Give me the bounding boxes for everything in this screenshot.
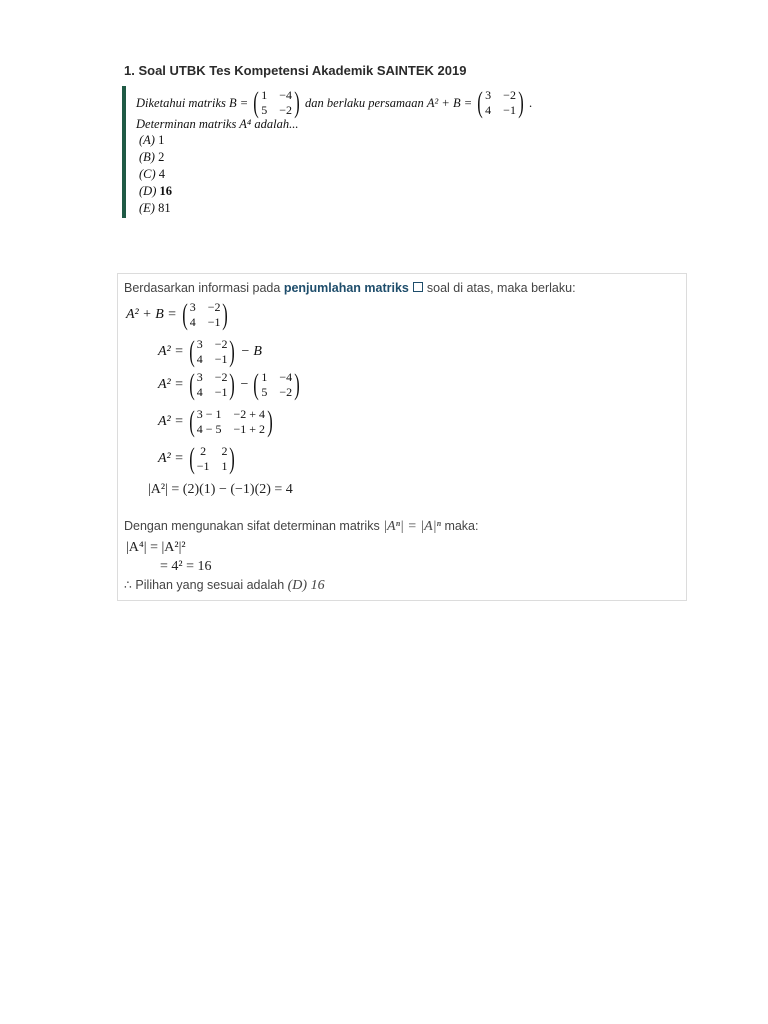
equation-lhs: A² + B = (426, 95, 473, 110)
page-title: 1. Soal UTBK Tes Kompetensi Akademik SAINTEK 2019 (124, 63, 467, 78)
matrix-cell: 1 (221, 459, 228, 473)
matrix-cell: −2 (207, 300, 221, 314)
matrix-cell: −1 (207, 315, 221, 329)
penjumlahan-matriks-link[interactable]: penjumlahan matriks (283, 281, 409, 295)
determinant-line: |A²| = (2)(1) − (−1)(2) = 4 (148, 482, 293, 497)
matrix-cell: −4 (279, 370, 293, 384)
matrix-cell: −2 (279, 385, 293, 399)
matrix-cell: −4 (279, 88, 293, 102)
matrix-cells (197, 444, 228, 474)
question-ask: Determinan matriks A⁴ adalah... (136, 117, 299, 131)
matrix-cell: 4 (485, 103, 492, 117)
matrix-b (251, 88, 302, 118)
matrix-cell: −1 (196, 459, 210, 473)
option-b: (B) 2 (139, 150, 165, 164)
option-d: (D) 16 (139, 184, 172, 198)
left-paren: ( (181, 298, 188, 331)
step-2-matrix (187, 337, 238, 367)
step-5: A² = ( 2 2 −1 1 ) (158, 444, 240, 474)
left-paren: ( (253, 86, 259, 119)
calc-line-2: = 4² = 16 (160, 559, 212, 574)
matrix-cell: 3 (196, 337, 203, 351)
matrix-cell: −1 + 2 (233, 422, 266, 436)
right-paren: ) (294, 368, 300, 401)
step-1: A² + B = ( 3 −2 4 −1 ) (126, 300, 233, 330)
conclusion: ∴ Pilihan yang sesuai adalah (D) 16 (124, 578, 325, 593)
step-3-matrix-2 (251, 370, 302, 400)
matrix-cell: 5 (261, 385, 268, 399)
right-paren: ) (229, 368, 236, 401)
matrix-cells (190, 300, 221, 330)
matrix-cell: 4 (189, 315, 196, 329)
matrix-cell: 4 − 5 (196, 422, 222, 436)
property-text: Dengan mengunakan sifat determinan matriks |Aⁿ| = |A|ⁿ maka: (124, 519, 479, 534)
calc-line-1: |A⁴| = |A²|² (126, 540, 186, 555)
step-5-matrix (187, 444, 238, 474)
right-paren: ) (222, 298, 229, 331)
matrix-cell: 5 (261, 103, 268, 117)
matrix-cells (261, 370, 292, 400)
matrix-cells (197, 407, 265, 437)
matrix-cell: 3 − 1 (196, 407, 222, 421)
matrix-cell: −2 (214, 337, 228, 351)
matrix-cells (261, 88, 292, 118)
right-paren: ) (267, 405, 273, 438)
matrix-b-label: B = (229, 95, 249, 110)
matrix-cell: −1 (214, 385, 228, 399)
external-link-icon[interactable] (413, 282, 423, 292)
solution-intro: Berdasarkan informasi pada penjumlahan matriks soal di atas, maka berlaku: (124, 281, 576, 295)
matrix-cell: 3 (189, 300, 196, 314)
matrix-cell: 4 (196, 385, 203, 399)
matrix-cell: −1 (214, 352, 228, 366)
right-paren: ) (518, 86, 524, 119)
step-2: A² = ( 3 −2 4 −1 ) − B (158, 335, 262, 368)
matrix-cell: 2 (200, 444, 207, 458)
question-statement (136, 88, 532, 118)
left-paren: ( (188, 368, 195, 401)
question-intro: Diketahui matriks (136, 95, 226, 110)
solution-box (117, 273, 687, 601)
right-paren: ) (294, 86, 300, 119)
matrix-cell: 1 (261, 370, 268, 384)
option-a: (A) 1 (139, 133, 165, 147)
step-4: A² = ( 3 − 1 −2 + 4 4 − 5 −1 + 2 ) (158, 407, 278, 437)
left-paren: ( (253, 368, 260, 401)
matrix-cell: 4 (196, 352, 203, 366)
matrix-cell: −2 + 4 (233, 407, 266, 421)
matrix-cell: −2 (214, 370, 228, 384)
matrix-cell: −2 (279, 103, 293, 117)
options-list (139, 132, 172, 217)
option-c: (C) 4 (139, 167, 166, 181)
step-3-matrix-1 (187, 370, 238, 400)
matrix-cell: 1 (261, 88, 268, 102)
conclusion-answer: (D) 16 (287, 578, 325, 593)
step-3: A² = ( 3 −2 4 −1 ) − ( 1 −4 5 −2 ) (158, 370, 305, 400)
matrix-cell: 2 (221, 444, 228, 458)
option-e: (E) 81 (139, 201, 171, 215)
matrix-cell: −2 (503, 88, 516, 102)
matrix-cells (197, 337, 228, 367)
left-paren: ( (477, 86, 483, 119)
matrix-cell: 3 (196, 370, 203, 384)
matrix-cells (197, 370, 228, 400)
matrix-result (475, 88, 526, 118)
step-4-matrix (187, 407, 275, 437)
question-middle: dan berlaku persamaan (305, 95, 424, 110)
property-formula: |Aⁿ| = |A|ⁿ (383, 519, 441, 534)
left-paren: ( (188, 335, 195, 368)
left-paren: ( (188, 405, 195, 438)
question-box (122, 86, 662, 218)
step-1-matrix (180, 300, 231, 330)
left-paren: ( (188, 442, 195, 475)
right-paren: ) (229, 442, 236, 475)
right-paren: ) (229, 335, 236, 368)
matrix-cell: 3 (485, 88, 492, 102)
question-end: . (528, 95, 533, 110)
matrix-cells (485, 88, 516, 118)
matrix-cell: −1 (503, 103, 516, 117)
